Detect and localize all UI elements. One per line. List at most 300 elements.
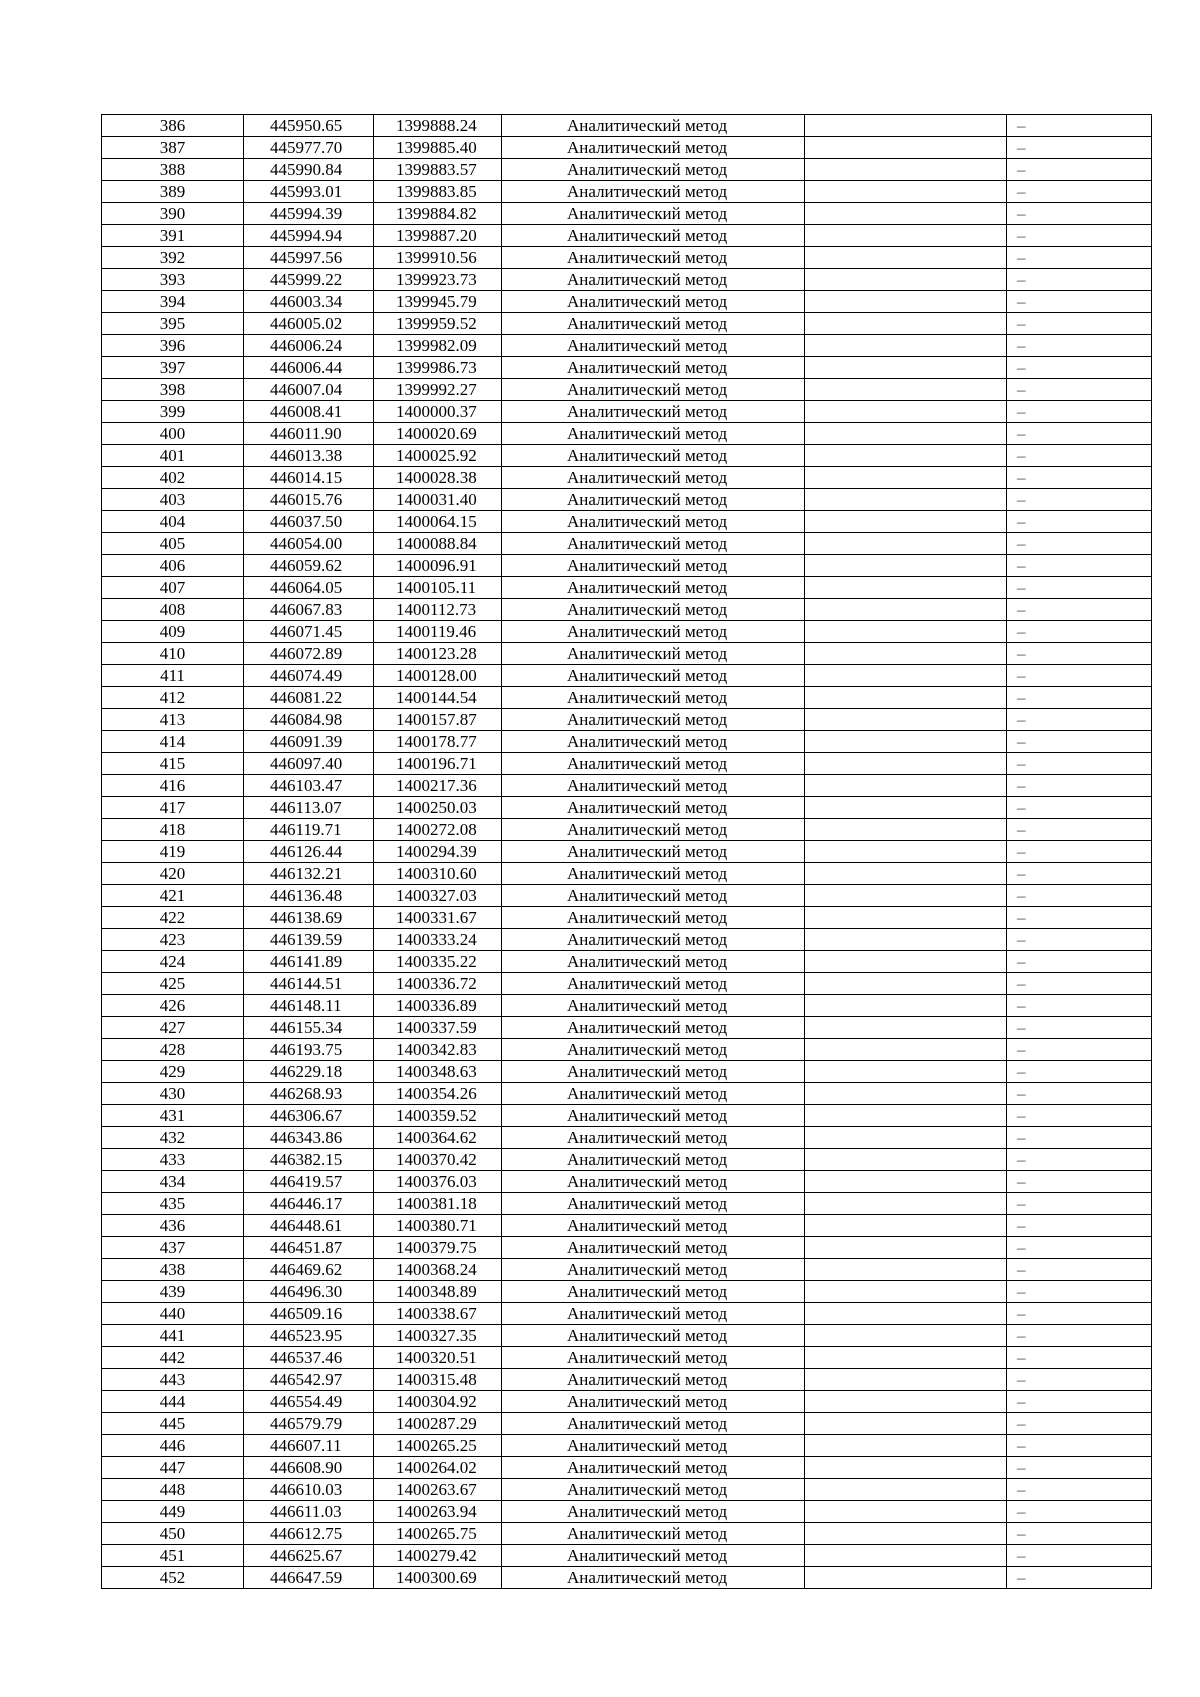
method-cell: Аналитический метод — [502, 1413, 805, 1435]
accuracy-cell — [805, 1435, 1007, 1457]
point-number-cell: 448 — [102, 1479, 244, 1501]
note-cell: – — [1007, 137, 1152, 159]
note-cell: – — [1007, 929, 1152, 951]
x-coordinate-cell: 446625.67 — [244, 1545, 374, 1567]
accuracy-cell — [805, 643, 1007, 665]
point-number-cell: 413 — [102, 709, 244, 731]
y-coordinate-cell: 1400031.40 — [374, 489, 502, 511]
table-row — [102, 929, 1152, 951]
x-coordinate-cell: 446141.89 — [244, 951, 374, 973]
y-coordinate-cell: 1400333.24 — [374, 929, 502, 951]
x-coordinate-cell: 446072.89 — [244, 643, 374, 665]
y-coordinate-cell: 1400119.46 — [374, 621, 502, 643]
y-coordinate-cell: 1400327.35 — [374, 1325, 502, 1347]
accuracy-cell — [805, 1083, 1007, 1105]
point-number-cell: 449 — [102, 1501, 244, 1523]
point-number-cell: 422 — [102, 907, 244, 929]
note-cell: – — [1007, 379, 1152, 401]
x-coordinate-cell: 446155.34 — [244, 1017, 374, 1039]
method-cell: Аналитический метод — [502, 1303, 805, 1325]
point-number-cell: 429 — [102, 1061, 244, 1083]
method-cell: Аналитический метод — [502, 357, 805, 379]
method-cell: Аналитический метод — [502, 247, 805, 269]
accuracy-cell — [805, 1215, 1007, 1237]
table-row — [102, 819, 1152, 841]
method-cell: Аналитический метод — [502, 819, 805, 841]
table-row — [102, 159, 1152, 181]
point-number-cell: 409 — [102, 621, 244, 643]
y-coordinate-cell: 1400144.54 — [374, 687, 502, 709]
note-cell: – — [1007, 577, 1152, 599]
method-cell: Аналитический метод — [502, 225, 805, 247]
table-row — [102, 885, 1152, 907]
y-coordinate-cell: 1400348.89 — [374, 1281, 502, 1303]
y-coordinate-cell: 1400300.69 — [374, 1567, 502, 1589]
point-number-cell: 415 — [102, 753, 244, 775]
x-coordinate-cell: 446081.22 — [244, 687, 374, 709]
y-coordinate-cell: 1400368.24 — [374, 1259, 502, 1281]
table-row — [102, 335, 1152, 357]
accuracy-cell — [805, 621, 1007, 643]
x-coordinate-cell: 445950.65 — [244, 115, 374, 137]
x-coordinate-cell: 446554.49 — [244, 1391, 374, 1413]
method-cell: Аналитический метод — [502, 1061, 805, 1083]
x-coordinate-cell: 445994.39 — [244, 203, 374, 225]
x-coordinate-cell: 446126.44 — [244, 841, 374, 863]
note-cell: – — [1007, 907, 1152, 929]
x-coordinate-cell: 446097.40 — [244, 753, 374, 775]
table-row — [102, 797, 1152, 819]
note-cell: – — [1007, 489, 1152, 511]
point-number-cell: 416 — [102, 775, 244, 797]
y-coordinate-cell: 1399885.40 — [374, 137, 502, 159]
accuracy-cell — [805, 1523, 1007, 1545]
point-number-cell: 391 — [102, 225, 244, 247]
x-coordinate-cell: 446469.62 — [244, 1259, 374, 1281]
x-coordinate-cell: 445999.22 — [244, 269, 374, 291]
accuracy-cell — [805, 1545, 1007, 1567]
method-cell: Аналитический метод — [502, 753, 805, 775]
point-number-cell: 450 — [102, 1523, 244, 1545]
accuracy-cell — [805, 137, 1007, 159]
point-number-cell: 419 — [102, 841, 244, 863]
accuracy-cell — [805, 1567, 1007, 1589]
method-cell: Аналитический метод — [502, 445, 805, 467]
point-number-cell: 390 — [102, 203, 244, 225]
note-cell: – — [1007, 1479, 1152, 1501]
point-number-cell: 394 — [102, 291, 244, 313]
point-number-cell: 386 — [102, 115, 244, 137]
point-number-cell: 427 — [102, 1017, 244, 1039]
accuracy-cell — [805, 709, 1007, 731]
point-number-cell: 428 — [102, 1039, 244, 1061]
x-coordinate-cell: 446011.90 — [244, 423, 374, 445]
y-coordinate-cell: 1400310.60 — [374, 863, 502, 885]
x-coordinate-cell: 446612.75 — [244, 1523, 374, 1545]
point-number-cell: 414 — [102, 731, 244, 753]
accuracy-cell — [805, 687, 1007, 709]
y-coordinate-cell: 1400064.15 — [374, 511, 502, 533]
accuracy-cell — [805, 181, 1007, 203]
method-cell: Аналитический метод — [502, 1347, 805, 1369]
point-number-cell: 424 — [102, 951, 244, 973]
note-cell: – — [1007, 159, 1152, 181]
table-row — [102, 555, 1152, 577]
x-coordinate-cell: 446446.17 — [244, 1193, 374, 1215]
note-cell: – — [1007, 533, 1152, 555]
table-row — [102, 401, 1152, 423]
note-cell: – — [1007, 621, 1152, 643]
method-cell: Аналитический метод — [502, 841, 805, 863]
y-coordinate-cell: 1400287.29 — [374, 1413, 502, 1435]
y-coordinate-cell: 1399883.57 — [374, 159, 502, 181]
method-cell: Аналитический метод — [502, 1457, 805, 1479]
note-cell: – — [1007, 1061, 1152, 1083]
accuracy-cell — [805, 445, 1007, 467]
note-cell: – — [1007, 445, 1152, 467]
point-number-cell: 435 — [102, 1193, 244, 1215]
point-number-cell: 432 — [102, 1127, 244, 1149]
method-cell: Аналитический метод — [502, 203, 805, 225]
note-cell: – — [1007, 269, 1152, 291]
point-number-cell: 451 — [102, 1545, 244, 1567]
point-number-cell: 410 — [102, 643, 244, 665]
table-row — [102, 1347, 1152, 1369]
point-number-cell: 395 — [102, 313, 244, 335]
table-row — [102, 841, 1152, 863]
accuracy-cell — [805, 665, 1007, 687]
table-row — [102, 423, 1152, 445]
point-number-cell: 418 — [102, 819, 244, 841]
note-cell: – — [1007, 665, 1152, 687]
note-cell: – — [1007, 797, 1152, 819]
table-row — [102, 951, 1152, 973]
accuracy-cell — [805, 1237, 1007, 1259]
x-coordinate-cell: 445997.56 — [244, 247, 374, 269]
y-coordinate-cell: 1400265.25 — [374, 1435, 502, 1457]
table-row — [102, 1435, 1152, 1457]
x-coordinate-cell: 446037.50 — [244, 511, 374, 533]
x-coordinate-cell: 446119.71 — [244, 819, 374, 841]
method-cell: Аналитический метод — [502, 555, 805, 577]
point-number-cell: 425 — [102, 973, 244, 995]
table-row — [102, 511, 1152, 533]
y-coordinate-cell: 1400025.92 — [374, 445, 502, 467]
note-cell: – — [1007, 1193, 1152, 1215]
y-coordinate-cell: 1399883.85 — [374, 181, 502, 203]
table-row — [102, 775, 1152, 797]
x-coordinate-cell: 446064.05 — [244, 577, 374, 599]
method-cell: Аналитический метод — [502, 1545, 805, 1567]
accuracy-cell — [805, 1501, 1007, 1523]
point-number-cell: 444 — [102, 1391, 244, 1413]
accuracy-cell — [805, 423, 1007, 445]
method-cell: Аналитический метод — [502, 1259, 805, 1281]
table-row — [102, 1413, 1152, 1435]
method-cell: Аналитический метод — [502, 401, 805, 423]
y-coordinate-cell: 1400263.67 — [374, 1479, 502, 1501]
y-coordinate-cell: 1399986.73 — [374, 357, 502, 379]
y-coordinate-cell: 1400380.71 — [374, 1215, 502, 1237]
y-coordinate-cell: 1400376.03 — [374, 1171, 502, 1193]
method-cell: Аналитический метод — [502, 577, 805, 599]
y-coordinate-cell: 1399888.24 — [374, 115, 502, 137]
note-cell: – — [1007, 709, 1152, 731]
point-number-cell: 440 — [102, 1303, 244, 1325]
method-cell: Аналитический метод — [502, 599, 805, 621]
note-cell: – — [1007, 753, 1152, 775]
note-cell: – — [1007, 1435, 1152, 1457]
accuracy-cell — [805, 819, 1007, 841]
table-row — [102, 247, 1152, 269]
x-coordinate-cell: 446054.00 — [244, 533, 374, 555]
note-cell: – — [1007, 1259, 1152, 1281]
table-row — [102, 1567, 1152, 1589]
note-cell: – — [1007, 203, 1152, 225]
y-coordinate-cell: 1400315.48 — [374, 1369, 502, 1391]
point-number-cell: 396 — [102, 335, 244, 357]
point-number-cell: 442 — [102, 1347, 244, 1369]
x-coordinate-cell: 446113.07 — [244, 797, 374, 819]
x-coordinate-cell: 446419.57 — [244, 1171, 374, 1193]
table-row — [102, 1171, 1152, 1193]
table-row — [102, 1523, 1152, 1545]
table-row — [102, 533, 1152, 555]
table-row — [102, 1237, 1152, 1259]
y-coordinate-cell: 1400304.92 — [374, 1391, 502, 1413]
method-cell: Аналитический метод — [502, 1237, 805, 1259]
y-coordinate-cell: 1400336.89 — [374, 995, 502, 1017]
note-cell: – — [1007, 687, 1152, 709]
y-coordinate-cell: 1400123.28 — [374, 643, 502, 665]
method-cell: Аналитический метод — [502, 775, 805, 797]
x-coordinate-cell: 446610.03 — [244, 1479, 374, 1501]
accuracy-cell — [805, 731, 1007, 753]
y-coordinate-cell: 1399959.52 — [374, 313, 502, 335]
table-row — [102, 115, 1152, 137]
table-row — [102, 621, 1152, 643]
x-coordinate-cell: 446003.34 — [244, 291, 374, 313]
accuracy-cell — [805, 511, 1007, 533]
point-number-cell: 452 — [102, 1567, 244, 1589]
x-coordinate-cell: 446451.87 — [244, 1237, 374, 1259]
note-cell: – — [1007, 1083, 1152, 1105]
table-row — [102, 357, 1152, 379]
point-number-cell: 447 — [102, 1457, 244, 1479]
method-cell: Аналитический метод — [502, 665, 805, 687]
note-cell: – — [1007, 1413, 1152, 1435]
method-cell: Аналитический метод — [502, 1435, 805, 1457]
accuracy-cell — [805, 1259, 1007, 1281]
y-coordinate-cell: 1400354.26 — [374, 1083, 502, 1105]
point-number-cell: 387 — [102, 137, 244, 159]
y-coordinate-cell: 1399982.09 — [374, 335, 502, 357]
accuracy-cell — [805, 489, 1007, 511]
method-cell: Аналитический метод — [502, 731, 805, 753]
note-cell: – — [1007, 1039, 1152, 1061]
x-coordinate-cell: 446067.83 — [244, 599, 374, 621]
table-row — [102, 709, 1152, 731]
accuracy-cell — [805, 357, 1007, 379]
y-coordinate-cell: 1400265.75 — [374, 1523, 502, 1545]
y-coordinate-cell: 1400217.36 — [374, 775, 502, 797]
method-cell: Аналитический метод — [502, 1193, 805, 1215]
point-number-cell: 406 — [102, 555, 244, 577]
note-cell: – — [1007, 1347, 1152, 1369]
accuracy-cell — [805, 379, 1007, 401]
accuracy-cell — [805, 247, 1007, 269]
table-row — [102, 203, 1152, 225]
y-coordinate-cell: 1400196.71 — [374, 753, 502, 775]
table-row — [102, 973, 1152, 995]
method-cell: Аналитический метод — [502, 1105, 805, 1127]
x-coordinate-cell: 446103.47 — [244, 775, 374, 797]
x-coordinate-cell: 446144.51 — [244, 973, 374, 995]
accuracy-cell — [805, 533, 1007, 555]
table-row — [102, 1457, 1152, 1479]
y-coordinate-cell: 1400020.69 — [374, 423, 502, 445]
x-coordinate-cell: 446132.21 — [244, 863, 374, 885]
accuracy-cell — [805, 401, 1007, 423]
method-cell: Аналитический метод — [502, 137, 805, 159]
y-coordinate-cell: 1400128.00 — [374, 665, 502, 687]
x-coordinate-cell: 446074.49 — [244, 665, 374, 687]
point-number-cell: 437 — [102, 1237, 244, 1259]
y-coordinate-cell: 1400028.38 — [374, 467, 502, 489]
x-coordinate-cell: 445993.01 — [244, 181, 374, 203]
method-cell: Аналитический метод — [502, 291, 805, 313]
y-coordinate-cell: 1400335.22 — [374, 951, 502, 973]
coordinates-table — [101, 114, 1152, 1589]
point-number-cell: 438 — [102, 1259, 244, 1281]
x-coordinate-cell: 446608.90 — [244, 1457, 374, 1479]
coordinates-table-body — [102, 115, 1152, 1589]
method-cell: Аналитический метод — [502, 1523, 805, 1545]
point-number-cell: 431 — [102, 1105, 244, 1127]
table-row — [102, 665, 1152, 687]
table-row — [102, 1039, 1152, 1061]
accuracy-cell — [805, 1413, 1007, 1435]
x-coordinate-cell: 446138.69 — [244, 907, 374, 929]
y-coordinate-cell: 1400178.77 — [374, 731, 502, 753]
x-coordinate-cell: 446059.62 — [244, 555, 374, 577]
method-cell: Аналитический метод — [502, 907, 805, 929]
point-number-cell: 401 — [102, 445, 244, 467]
point-number-cell: 426 — [102, 995, 244, 1017]
y-coordinate-cell: 1399945.79 — [374, 291, 502, 313]
note-cell: – — [1007, 775, 1152, 797]
accuracy-cell — [805, 841, 1007, 863]
table-row — [102, 1259, 1152, 1281]
note-cell: – — [1007, 291, 1152, 313]
accuracy-cell — [805, 797, 1007, 819]
table-row — [102, 1105, 1152, 1127]
accuracy-cell — [805, 203, 1007, 225]
point-number-cell: 446 — [102, 1435, 244, 1457]
accuracy-cell — [805, 1061, 1007, 1083]
y-coordinate-cell: 1399884.82 — [374, 203, 502, 225]
accuracy-cell — [805, 775, 1007, 797]
table-row — [102, 687, 1152, 709]
table-row — [102, 379, 1152, 401]
point-number-cell: 400 — [102, 423, 244, 445]
accuracy-cell — [805, 995, 1007, 1017]
note-cell: – — [1007, 1545, 1152, 1567]
note-cell: – — [1007, 599, 1152, 621]
point-number-cell: 421 — [102, 885, 244, 907]
table-row — [102, 907, 1152, 929]
point-number-cell: 407 — [102, 577, 244, 599]
note-cell: – — [1007, 467, 1152, 489]
method-cell: Аналитический метод — [502, 1391, 805, 1413]
note-cell: – — [1007, 1105, 1152, 1127]
method-cell: Аналитический метод — [502, 159, 805, 181]
y-coordinate-cell: 1400279.42 — [374, 1545, 502, 1567]
accuracy-cell — [805, 973, 1007, 995]
note-cell: – — [1007, 555, 1152, 577]
note-cell: – — [1007, 885, 1152, 907]
method-cell: Аналитический метод — [502, 423, 805, 445]
note-cell: – — [1007, 1149, 1152, 1171]
method-cell: Аналитический метод — [502, 951, 805, 973]
note-cell: – — [1007, 1303, 1152, 1325]
y-coordinate-cell: 1400336.72 — [374, 973, 502, 995]
note-cell: – — [1007, 1457, 1152, 1479]
y-coordinate-cell: 1400327.03 — [374, 885, 502, 907]
y-coordinate-cell: 1400320.51 — [374, 1347, 502, 1369]
table-row — [102, 1017, 1152, 1039]
point-number-cell: 445 — [102, 1413, 244, 1435]
point-number-cell: 398 — [102, 379, 244, 401]
note-cell: – — [1007, 1281, 1152, 1303]
method-cell: Аналитический метод — [502, 1017, 805, 1039]
method-cell: Аналитический метод — [502, 379, 805, 401]
y-coordinate-cell: 1399910.56 — [374, 247, 502, 269]
accuracy-cell — [805, 599, 1007, 621]
method-cell: Аналитический метод — [502, 885, 805, 907]
accuracy-cell — [805, 1127, 1007, 1149]
accuracy-cell — [805, 1369, 1007, 1391]
method-cell: Аналитический метод — [502, 973, 805, 995]
table-row — [102, 225, 1152, 247]
x-coordinate-cell: 446071.45 — [244, 621, 374, 643]
x-coordinate-cell: 446542.97 — [244, 1369, 374, 1391]
x-coordinate-cell: 445977.70 — [244, 137, 374, 159]
y-coordinate-cell: 1400105.11 — [374, 577, 502, 599]
method-cell: Аналитический метод — [502, 863, 805, 885]
accuracy-cell — [805, 863, 1007, 885]
x-coordinate-cell: 446007.04 — [244, 379, 374, 401]
note-cell: – — [1007, 423, 1152, 445]
x-coordinate-cell: 446006.44 — [244, 357, 374, 379]
method-cell: Аналитический метод — [502, 313, 805, 335]
accuracy-cell — [805, 225, 1007, 247]
note-cell: – — [1007, 731, 1152, 753]
point-number-cell: 423 — [102, 929, 244, 951]
note-cell: – — [1007, 1127, 1152, 1149]
accuracy-cell — [805, 1347, 1007, 1369]
accuracy-cell — [805, 313, 1007, 335]
x-coordinate-cell: 446193.75 — [244, 1039, 374, 1061]
point-number-cell: 389 — [102, 181, 244, 203]
point-number-cell: 417 — [102, 797, 244, 819]
point-number-cell: 433 — [102, 1149, 244, 1171]
accuracy-cell — [805, 1039, 1007, 1061]
y-coordinate-cell: 1400096.91 — [374, 555, 502, 577]
point-number-cell: 403 — [102, 489, 244, 511]
y-coordinate-cell: 1400338.67 — [374, 1303, 502, 1325]
table-row — [102, 1391, 1152, 1413]
